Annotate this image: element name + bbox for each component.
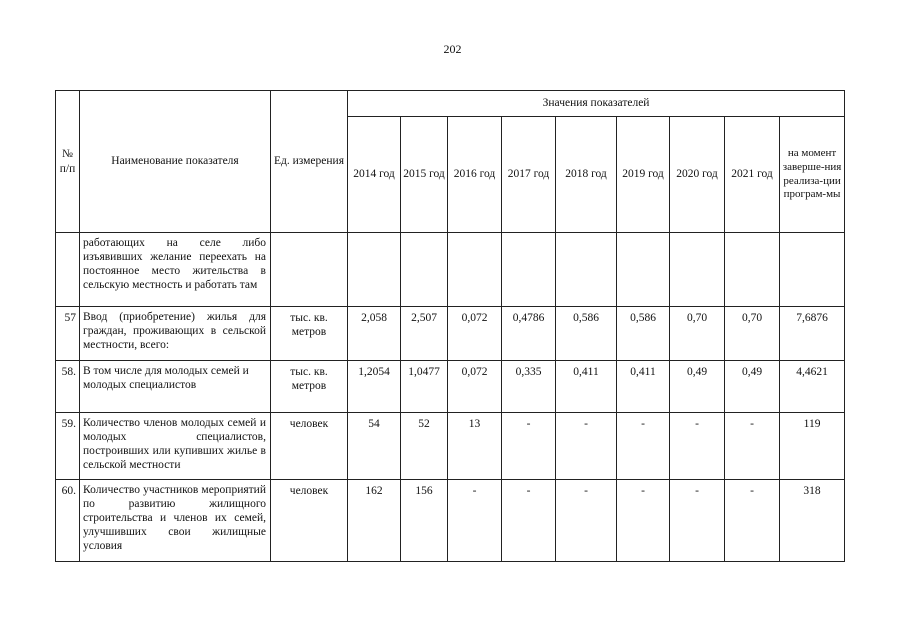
row-value: 0,49 (725, 361, 780, 413)
row-num (56, 233, 80, 307)
header-values-group: Значения показателей (348, 91, 845, 117)
row-value: - (556, 413, 617, 480)
page-number: 202 (443, 42, 462, 56)
row-num: 59. (56, 413, 80, 480)
row-value: 0,411 (556, 361, 617, 413)
header-year: 2021 год (725, 117, 780, 233)
header-year: 2017 год (502, 117, 556, 233)
row-name: В том числе для молодых семей и молодых специалистов (80, 361, 271, 413)
row-value: 13 (448, 413, 502, 480)
row-value (556, 233, 617, 307)
row-value: 162 (348, 480, 401, 562)
row-unit: тыс. кв. метров (271, 361, 348, 413)
row-value: 0,072 (448, 307, 502, 361)
header-year: 2014 год (348, 117, 401, 233)
header-year: 2020 год (670, 117, 725, 233)
row-unit (271, 233, 348, 307)
row-value (348, 233, 401, 307)
table-row (56, 361, 845, 413)
row-value (670, 233, 725, 307)
row-value: - (670, 480, 725, 562)
row-value: 0,586 (556, 307, 617, 361)
row-value: - (448, 480, 502, 562)
row-value: 0,70 (670, 307, 725, 361)
row-value: 0,586 (617, 307, 670, 361)
row-value: - (725, 413, 780, 480)
row-value: - (617, 413, 670, 480)
table-row (56, 233, 845, 307)
row-value: - (725, 480, 780, 562)
row-value: - (556, 480, 617, 562)
header-final: на момент заверше-ния реализа-ции програм-мы (780, 117, 845, 233)
row-num: 60. (56, 480, 80, 562)
row-unit: тыс. кв. метров (271, 307, 348, 361)
row-value: 0,335 (502, 361, 556, 413)
row-value (725, 233, 780, 307)
table-row (56, 413, 845, 480)
row-unit: человек (271, 480, 348, 562)
row-value: 2,058 (348, 307, 401, 361)
header-unit: Ед. измерения (271, 91, 348, 233)
row-value: - (502, 480, 556, 562)
row-value (448, 233, 502, 307)
row-value (502, 233, 556, 307)
row-value: 7,6876 (780, 307, 845, 361)
table-row (56, 307, 845, 361)
header-name: Наименование показателя (80, 91, 271, 233)
row-num: 58. (56, 361, 80, 413)
row-value (780, 233, 845, 307)
table-row (56, 480, 845, 562)
row-value: 0,4786 (502, 307, 556, 361)
row-value: 119 (780, 413, 845, 480)
header-year: 2018 год (556, 117, 617, 233)
row-value: 1,2054 (348, 361, 401, 413)
header-num: № п/п (56, 91, 80, 233)
row-unit: человек (271, 413, 348, 480)
row-value (401, 233, 448, 307)
header-year: 2015 год (401, 117, 448, 233)
row-name: работающих на селе либо изъявивших желание переехать на постоянное место жительства в сельскую местность и работать там (80, 233, 271, 307)
row-value: - (670, 413, 725, 480)
row-value: 0,411 (617, 361, 670, 413)
row-value: 4,4621 (780, 361, 845, 413)
row-name: Количество членов молодых семей и молодых специалистов, построивших или купивших жилье в сельской местности (80, 413, 271, 480)
row-value: 0,49 (670, 361, 725, 413)
row-value: 52 (401, 413, 448, 480)
row-value: 156 (401, 480, 448, 562)
row-value: 318 (780, 480, 845, 562)
row-value: 0,072 (448, 361, 502, 413)
row-value (617, 233, 670, 307)
header-year: 2019 год (617, 117, 670, 233)
row-num: 57 (56, 307, 80, 361)
row-value: 0,70 (725, 307, 780, 361)
row-value: 54 (348, 413, 401, 480)
header-row-1 (56, 91, 845, 117)
row-value: 1,0477 (401, 361, 448, 413)
header-year: 2016 год (448, 117, 502, 233)
row-name: Ввод (приобретение) жилья для граждан, проживающих в сельской местности, всего: (80, 307, 271, 361)
row-name: Количество участников мероприятий по развитию жилищного строительства и членов их семей, улучшивших свои жилищные условия (80, 480, 271, 562)
row-value: 2,507 (401, 307, 448, 361)
indicators-table (55, 90, 845, 562)
row-value: - (617, 480, 670, 562)
row-value: - (502, 413, 556, 480)
